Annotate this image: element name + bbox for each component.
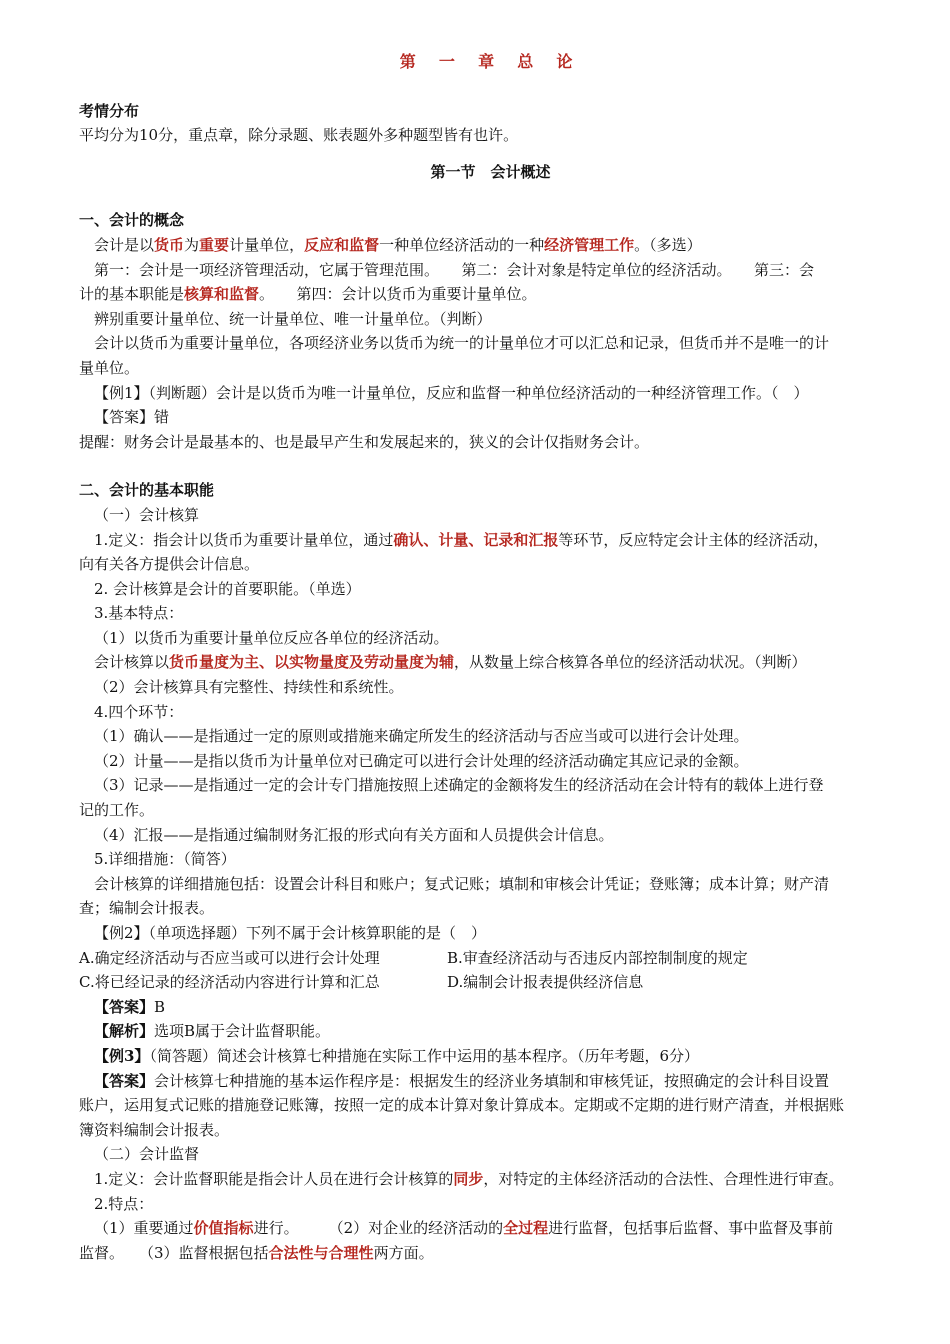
text-run: （1）重要通过 bbox=[94, 1219, 194, 1238]
text-run: 一种单位经济活动的一种 bbox=[379, 235, 545, 254]
text-run: 计的基本职能是 bbox=[79, 285, 185, 304]
example-label: 【例1】 bbox=[94, 383, 149, 402]
highlight-text: 货币量度为主、以实物量度及劳动量度为辅 bbox=[169, 653, 455, 672]
step-measure: （2）计量——是指以货币为计量单位对已确定可以进行会计处理的经济活动确定其应记录的金额。 bbox=[94, 751, 749, 770]
text-run: 。 第四：会计以货币为重要计量单位。 bbox=[259, 285, 537, 304]
step-report: （4）汇报——是指通过编制财务汇报的形式向有关方面和人员提供会计信息。 bbox=[94, 825, 614, 844]
concept-points-line2 bbox=[79, 282, 902, 307]
chapter-title: 第 一 章 总 论 bbox=[399, 52, 582, 71]
text-run: 为 bbox=[184, 235, 200, 254]
highlight-text: 核算和监督 bbox=[184, 285, 260, 304]
definition-1-line2: 向有关各方提供会计信息。 bbox=[79, 555, 260, 574]
point-4: 4.四个环节： bbox=[94, 702, 184, 721]
exam-text: 平均分为10分，重点章，除分录题、账表题外多种题型皆有也许。 bbox=[79, 126, 519, 145]
answer-text: B bbox=[154, 997, 166, 1016]
point-3: 3.基本特点： bbox=[94, 604, 184, 623]
highlight-text: 价值指标 bbox=[193, 1219, 254, 1238]
example-label: 【例2】 bbox=[94, 924, 149, 942]
point-5: 5.详细措施：（简答） bbox=[94, 850, 236, 869]
highlight-text: 重要 bbox=[199, 235, 230, 254]
answer-label: 【答案】 bbox=[94, 1071, 155, 1090]
text-run: 两方面。 bbox=[373, 1243, 434, 1262]
supervision-features-line1 bbox=[79, 1216, 902, 1241]
section-title: 第一节 会计概述 bbox=[430, 162, 551, 181]
highlight-text: 反应和监督 bbox=[304, 235, 380, 254]
text-run: 1.定义：指会计以货币为重要计量单位，通过 bbox=[94, 530, 394, 549]
text-run: 会计核算以 bbox=[94, 653, 170, 672]
options-row-2 bbox=[79, 970, 902, 995]
concept-definition bbox=[79, 233, 902, 258]
unit-distinction: 辨别重要计量单位、统一计量单位、唯一计量单位。（判断） bbox=[94, 309, 492, 328]
feature-1: （1）以货币为重要计量单位反应各单位的经济活动。 bbox=[94, 628, 449, 647]
tip-text: 提醒：财务会计是最基本的、也是最早产生和发展起来的，狭义的会计仅指财务会计。 bbox=[79, 432, 650, 451]
text-run: 进行监督，包括事后监督、事中监督及事前 bbox=[548, 1219, 834, 1238]
answer-text: 错 bbox=[154, 408, 170, 427]
answer-2 bbox=[79, 995, 902, 1020]
text-run: ，从数量上综合核算各单位的经济活动状况。（判断） bbox=[454, 653, 807, 672]
features-heading: 2.特点： bbox=[94, 1194, 154, 1213]
example-2 bbox=[79, 921, 902, 946]
subheading-accounting: （一）会计核算 bbox=[94, 505, 200, 524]
text-run: ，对特定的主体经济活动的合法性、合理性进行审查。 bbox=[483, 1169, 844, 1188]
highlight-text: 同步 bbox=[453, 1169, 484, 1188]
measures-line2: 查；编制会计报表。 bbox=[79, 899, 215, 918]
option-a: A.确定经济活动与否应当或可以进行会计处理 bbox=[79, 948, 380, 967]
subheading-supervision: （二）会计监督 bbox=[94, 1145, 200, 1164]
heading-functions: 二、会计的基本职能 bbox=[79, 481, 215, 500]
text-run: 会计是以 bbox=[94, 235, 155, 254]
definition-1-line1 bbox=[79, 528, 902, 553]
highlight-text: 全过程 bbox=[503, 1219, 549, 1238]
exam-heading: 考情分布 bbox=[79, 101, 140, 120]
example-text: （单项选择题）下列不属于会计核算职能的是（ ） bbox=[148, 924, 487, 942]
example-text: （简答题）简述会计核算七种措施在实际工作中运用的基本程序。（历年考题，6分） bbox=[149, 1046, 699, 1065]
step-record-line2: 记的工作。 bbox=[79, 801, 155, 820]
example-3 bbox=[79, 1044, 902, 1069]
answer-text: 会计核算七种措施的基本运作程序是：根据发生的经济业务填制和审核凭证，按照确定的会计科目设置 bbox=[154, 1071, 830, 1090]
answer-3-line3: 簿资料编制会计报表。 bbox=[79, 1120, 230, 1139]
text-run: 进行。 （2）对企业的经济活动的 bbox=[253, 1219, 504, 1238]
option-c: C.将已经记录的经济活动内容进行计算和汇总 bbox=[79, 973, 380, 992]
answer-3-line1 bbox=[79, 1069, 902, 1094]
option-b: B.审查经济活动与否违反内部控制制度的规定 bbox=[447, 948, 748, 967]
answer-1 bbox=[79, 405, 902, 430]
point-2: 2. 会计核算是会计的首要职能。（单选） bbox=[94, 579, 361, 598]
feature-1-detail bbox=[79, 650, 902, 675]
explanation-label: 【解析】 bbox=[94, 1022, 155, 1041]
explanation-text: 选项B属于会计监督职能。 bbox=[154, 1022, 331, 1041]
highlight-text: 确认、计量、记录和汇报 bbox=[393, 530, 559, 549]
option-d: D.编制会计报表提供经济信息 bbox=[447, 973, 644, 992]
text-run: 计量单位， bbox=[229, 235, 305, 254]
text-run: 。（多选） bbox=[634, 235, 702, 254]
step-record-line1: （3）记录——是指通过一定的会计专门措施按照上述确定的金额将发生的经济活动在会计特有的载体上进行登 bbox=[94, 776, 824, 795]
highlight-text: 合法性与合理性 bbox=[268, 1243, 374, 1262]
text-run: 1.定义：会计监督职能是指会计人员在进行会计核算的 bbox=[94, 1169, 454, 1188]
example-text: （判断题）会计是以货币为唯一计量单位，反应和监督一种单位经济活动的一种经济管理工作。（ ） bbox=[148, 383, 809, 402]
currency-paragraph-line2: 量单位。 bbox=[79, 358, 140, 377]
measures-line1: 会计核算的详细措施包括：设置会计科目和账户；复式记账；填制和审核会计凭证；登账簿；成本计算；财产清 bbox=[94, 874, 830, 893]
supervision-features-line2 bbox=[79, 1241, 902, 1266]
answer-label: 【答案】 bbox=[94, 997, 155, 1016]
concept-points-line1: 第一：会计是一项经济管理活动，它属于管理范围。 第二：会计对象是特定单位的经济活动。 第三：会 bbox=[94, 260, 815, 279]
example-label: 【例3】 bbox=[94, 1046, 150, 1065]
document-page bbox=[79, 50, 902, 1265]
definition-2 bbox=[79, 1167, 902, 1192]
options-row-1 bbox=[79, 946, 902, 971]
feature-2: （2）会计核算具有完整性、持续性和系统性。 bbox=[94, 678, 404, 697]
heading-concept: 一、会计的概念 bbox=[79, 211, 185, 230]
answer-3-line2: 账户，运用复式记账的措施登记账簿，按照一定的成本计算对象计算成本。定期或不定期的进行财产清查，并根据账 bbox=[79, 1096, 845, 1115]
text-run: 监督。 （3）监督根据包括 bbox=[79, 1243, 269, 1262]
currency-paragraph-line1: 会计以货币为重要计量单位，各项经济业务以货币为统一的计量单位才可以汇总和记录，但货币并不是唯一的计 bbox=[94, 334, 830, 353]
text-run: 等环节，反应特定会计主体的经济活动， bbox=[558, 530, 829, 549]
answer-label: 【答案】 bbox=[94, 408, 155, 427]
highlight-text: 经济管理工作 bbox=[544, 235, 635, 254]
explanation-2 bbox=[79, 1019, 902, 1044]
example-1 bbox=[79, 381, 902, 406]
step-confirm: （1）确认——是指通过一定的原则或措施来确定所发生的经济活动与否应当或可以进行会计处理。 bbox=[94, 727, 749, 746]
highlight-text: 货币 bbox=[154, 235, 185, 254]
